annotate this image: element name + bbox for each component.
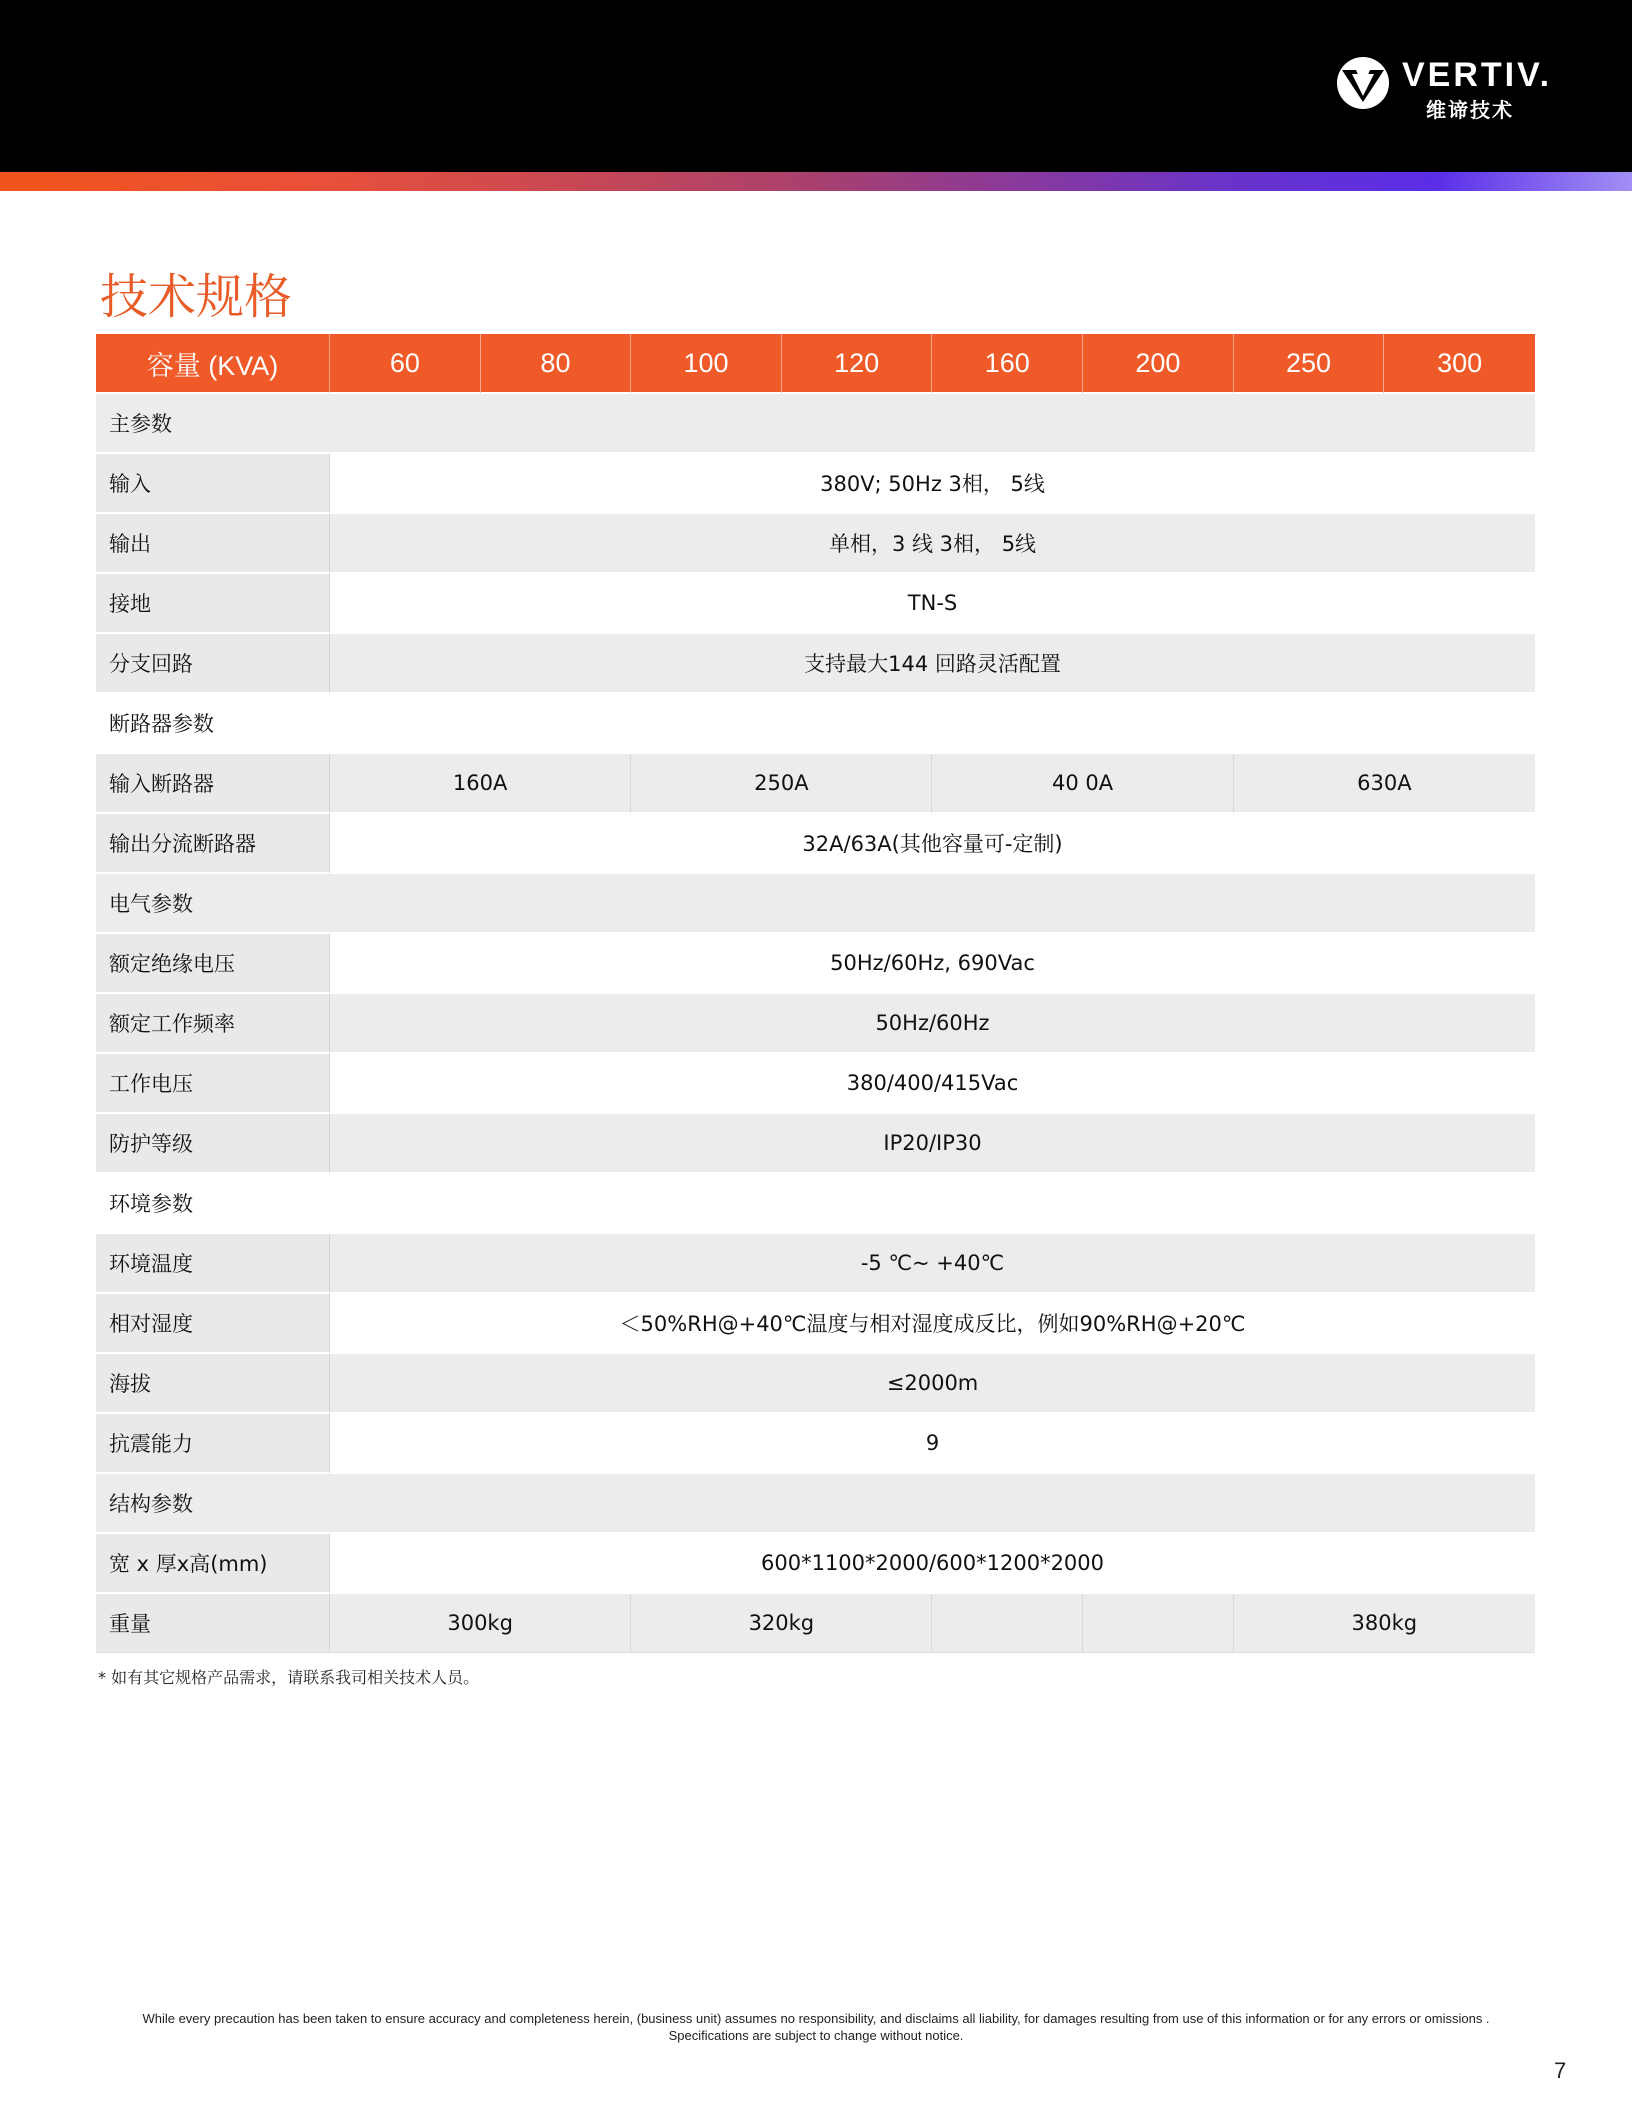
table-row <box>96 754 1535 814</box>
table-row <box>96 454 1535 514</box>
table-row <box>96 1414 1535 1474</box>
table-row <box>96 1534 1535 1594</box>
page-number: 7 <box>1554 2058 1567 2083</box>
row-label: 重量 <box>96 1594 330 1653</box>
header-100: 100 <box>631 334 782 394</box>
table-row <box>96 1234 1535 1294</box>
section-label: 环境参数 <box>96 1174 1535 1234</box>
section-label: 主参数 <box>96 394 1535 454</box>
row-label: 接地 <box>96 574 330 634</box>
row-value: ＜50%RH@+40℃温度与相对湿度成反比，例如90%RH@+20℃ <box>330 1294 1535 1354</box>
disclaimer-line-1: While every precaution has been taken to ensure accuracy and completeness herein, (business unit) assumes no responsibility, and disclaims all liability, for damages resulting from use of this information or for any errors or omissions . <box>142 2011 1490 2026</box>
table-row <box>96 1294 1535 1354</box>
row-value: -5 ℃~ +40℃ <box>330 1234 1535 1294</box>
header-200: 200 <box>1083 334 1234 394</box>
header-250: 250 <box>1234 334 1385 394</box>
row-label: 防护等级 <box>96 1114 330 1174</box>
table-row <box>96 814 1535 874</box>
row-value: 300kg <box>330 1594 631 1653</box>
vertiv-logo <box>1336 52 1553 122</box>
header-80: 80 <box>481 334 632 394</box>
table-row <box>96 1054 1535 1114</box>
row-value: 单相，3 线 3相， 5线 <box>330 514 1535 574</box>
disclaimer-line-2: Specifications are subject to change without notice. <box>668 2028 964 2043</box>
section-row-main <box>96 394 1535 454</box>
row-value: 支持最大144 回路灵活配置 <box>330 634 1535 694</box>
row-value: 50Hz/60Hz <box>330 994 1535 1054</box>
header-120: 120 <box>782 334 933 394</box>
section-row-structure <box>96 1474 1535 1534</box>
header-capacity: 容量 (KVA) <box>96 334 330 394</box>
row-label: 输入断路器 <box>96 754 330 814</box>
page-title: 技术规格 <box>100 269 293 325</box>
row-label: 额定绝缘电压 <box>96 934 330 994</box>
table-row <box>96 994 1535 1054</box>
table-row <box>96 1354 1535 1414</box>
row-value <box>1083 1594 1234 1653</box>
table-row <box>96 1114 1535 1174</box>
logo-brand-text: VERTIV. <box>1402 56 1553 94</box>
page-header <box>0 0 1632 172</box>
header-300: 300 <box>1384 334 1535 394</box>
row-value: IP20/IP30 <box>330 1114 1535 1174</box>
spec-table <box>96 334 1535 1653</box>
row-label: 输入 <box>96 454 330 514</box>
row-value: 600*1100*2000/600*1200*2000 <box>330 1534 1535 1594</box>
vertiv-v-icon <box>1336 56 1390 110</box>
table-row <box>96 574 1535 634</box>
footnote: * 如有其它规格产品需求，请联系我司相关技术人员。 <box>98 1668 480 1687</box>
disclaimer <box>60 2010 1572 2044</box>
row-value: 630A <box>1234 754 1535 814</box>
table-row <box>96 634 1535 694</box>
row-label: 宽 x 厚x高(mm) <box>96 1534 330 1594</box>
table-row <box>96 1594 1535 1653</box>
table-row <box>96 934 1535 994</box>
row-value: 32A/63A(其他容量可-定制) <box>330 814 1535 874</box>
row-label: 工作电压 <box>96 1054 330 1114</box>
row-label: 海拔 <box>96 1354 330 1414</box>
row-value: TN-S <box>330 574 1535 634</box>
row-value: 380kg <box>1234 1594 1535 1653</box>
row-label: 抗震能力 <box>96 1414 330 1474</box>
header-60: 60 <box>330 334 481 394</box>
section-row-breaker <box>96 694 1535 754</box>
row-value: 160A <box>330 754 631 814</box>
row-label: 相对湿度 <box>96 1294 330 1354</box>
row-value: 50Hz/60Hz, 690Vac <box>330 934 1535 994</box>
header-gradient-bar <box>0 172 1632 191</box>
row-value: 320kg <box>631 1594 932 1653</box>
section-row-electrical <box>96 874 1535 934</box>
row-value: 9 <box>330 1414 1535 1474</box>
row-label: 额定工作频率 <box>96 994 330 1054</box>
row-label: 环境温度 <box>96 1234 330 1294</box>
row-label: 分支回路 <box>96 634 330 694</box>
section-label: 断路器参数 <box>96 694 1535 754</box>
row-label: 输出分流断路器 <box>96 814 330 874</box>
logo-subtitle: 维谛技术 <box>1426 98 1514 122</box>
table-header-row <box>96 334 1535 394</box>
table-row <box>96 514 1535 574</box>
row-value: 380V; 50Hz 3相， 5线 <box>330 454 1535 514</box>
header-160: 160 <box>932 334 1083 394</box>
row-value: ≤2000m <box>330 1354 1535 1414</box>
row-value: 250A <box>631 754 932 814</box>
row-value <box>932 1594 1083 1653</box>
section-label: 电气参数 <box>96 874 1535 934</box>
section-label: 结构参数 <box>96 1474 1535 1534</box>
row-label: 输出 <box>96 514 330 574</box>
row-value: 40 0A <box>932 754 1233 814</box>
section-row-environment <box>96 1174 1535 1234</box>
row-value: 380/400/415Vac <box>330 1054 1535 1114</box>
